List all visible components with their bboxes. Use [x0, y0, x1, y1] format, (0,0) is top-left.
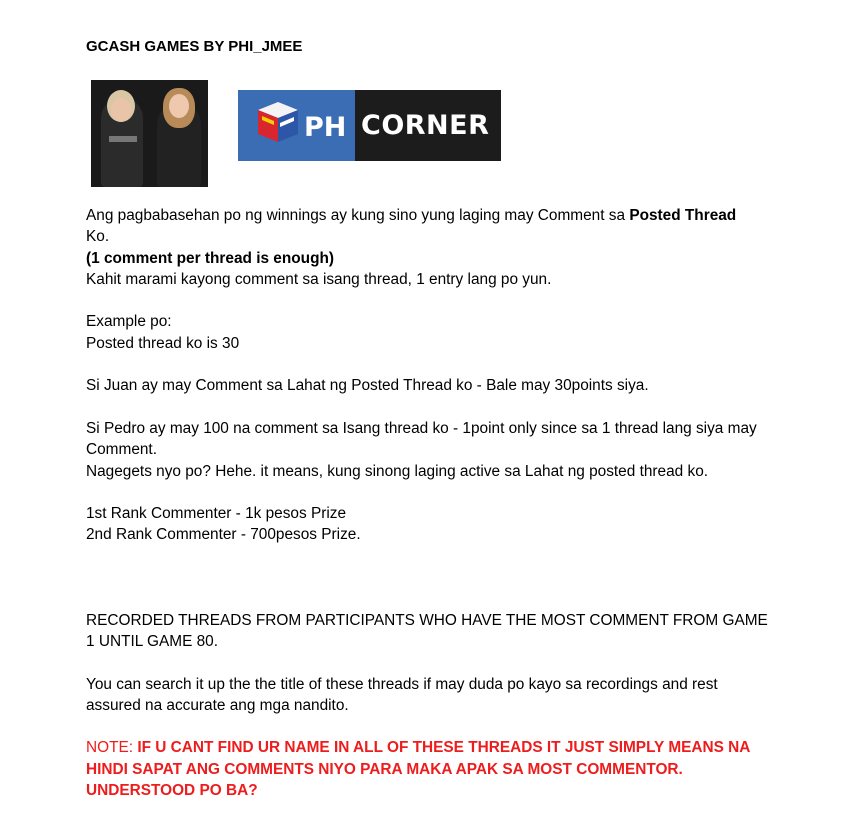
note-label: NOTE: — [86, 739, 138, 757]
banner-ph-text: PH — [304, 112, 347, 143]
phcorner-cube-icon — [238, 90, 355, 161]
document-title: GCASH GAMES BY PHI_JMEE — [86, 38, 303, 55]
note-text: IF U CANT FIND UR NAME IN ALL OF THESE THREADS IT JUST SIMPLY MEANS NA HINDI SAPAT ANG COMMENTS NIYO PARA MAKA APAK SA MOST COMMENTOR. UNDERSTOOD PO BA? — [86, 739, 750, 800]
header-images — [91, 80, 511, 188]
phcorner-banner — [238, 90, 501, 161]
document-body — [86, 205, 776, 801]
rule-line-1: Ang pagbabasehan po ng winnings ay kung sino yung laging may Comment sa Posted Thread Ko. — [86, 207, 737, 246]
rule-line-3: Kahit marami kayong comment sa isang thread, 1 entry lang po yun. — [86, 270, 552, 288]
document-page — [86, 36, 776, 800]
prize-second: 2nd Rank Commenter - 700pesos Prize. — [86, 526, 361, 544]
prize-first: 1st Rank Commenter - 1k pesos Prize — [86, 505, 347, 523]
example-heading: Example po: — [86, 313, 172, 331]
rule-line-2: (1 comment per thread is enough) — [86, 249, 334, 267]
example-posted: Posted thread ko is 30 — [86, 334, 240, 352]
example-pedro: Si Pedro ay may 100 na comment sa Isang thread ko - 1point only since sa 1 thread lang siya may Comment. — [86, 419, 757, 459]
search-info: You can search it up the the title of these threads if may duda po kayo sa recordings and rest assured na accurate ang mga nandito. — [86, 675, 718, 714]
note-paragraph — [86, 737, 776, 801]
example-gets: Nagegets nyo po? Hehe. it means, kung sinong laging active sa Lahat ng posted thread ko. — [86, 462, 709, 480]
example-juan: Si Juan ay may Comment sa Lahat ng Posted Thread ko - Bale may 30points siya. — [86, 377, 649, 395]
hosts-photo — [91, 80, 208, 187]
banner-corner-text: CORNER — [361, 109, 490, 141]
recorded-threads: RECORDED THREADS FROM PARTICIPANTS WHO HAVE THE MOST COMMENT FROM GAME 1 UNTIL GAME 80. — [86, 611, 768, 650]
